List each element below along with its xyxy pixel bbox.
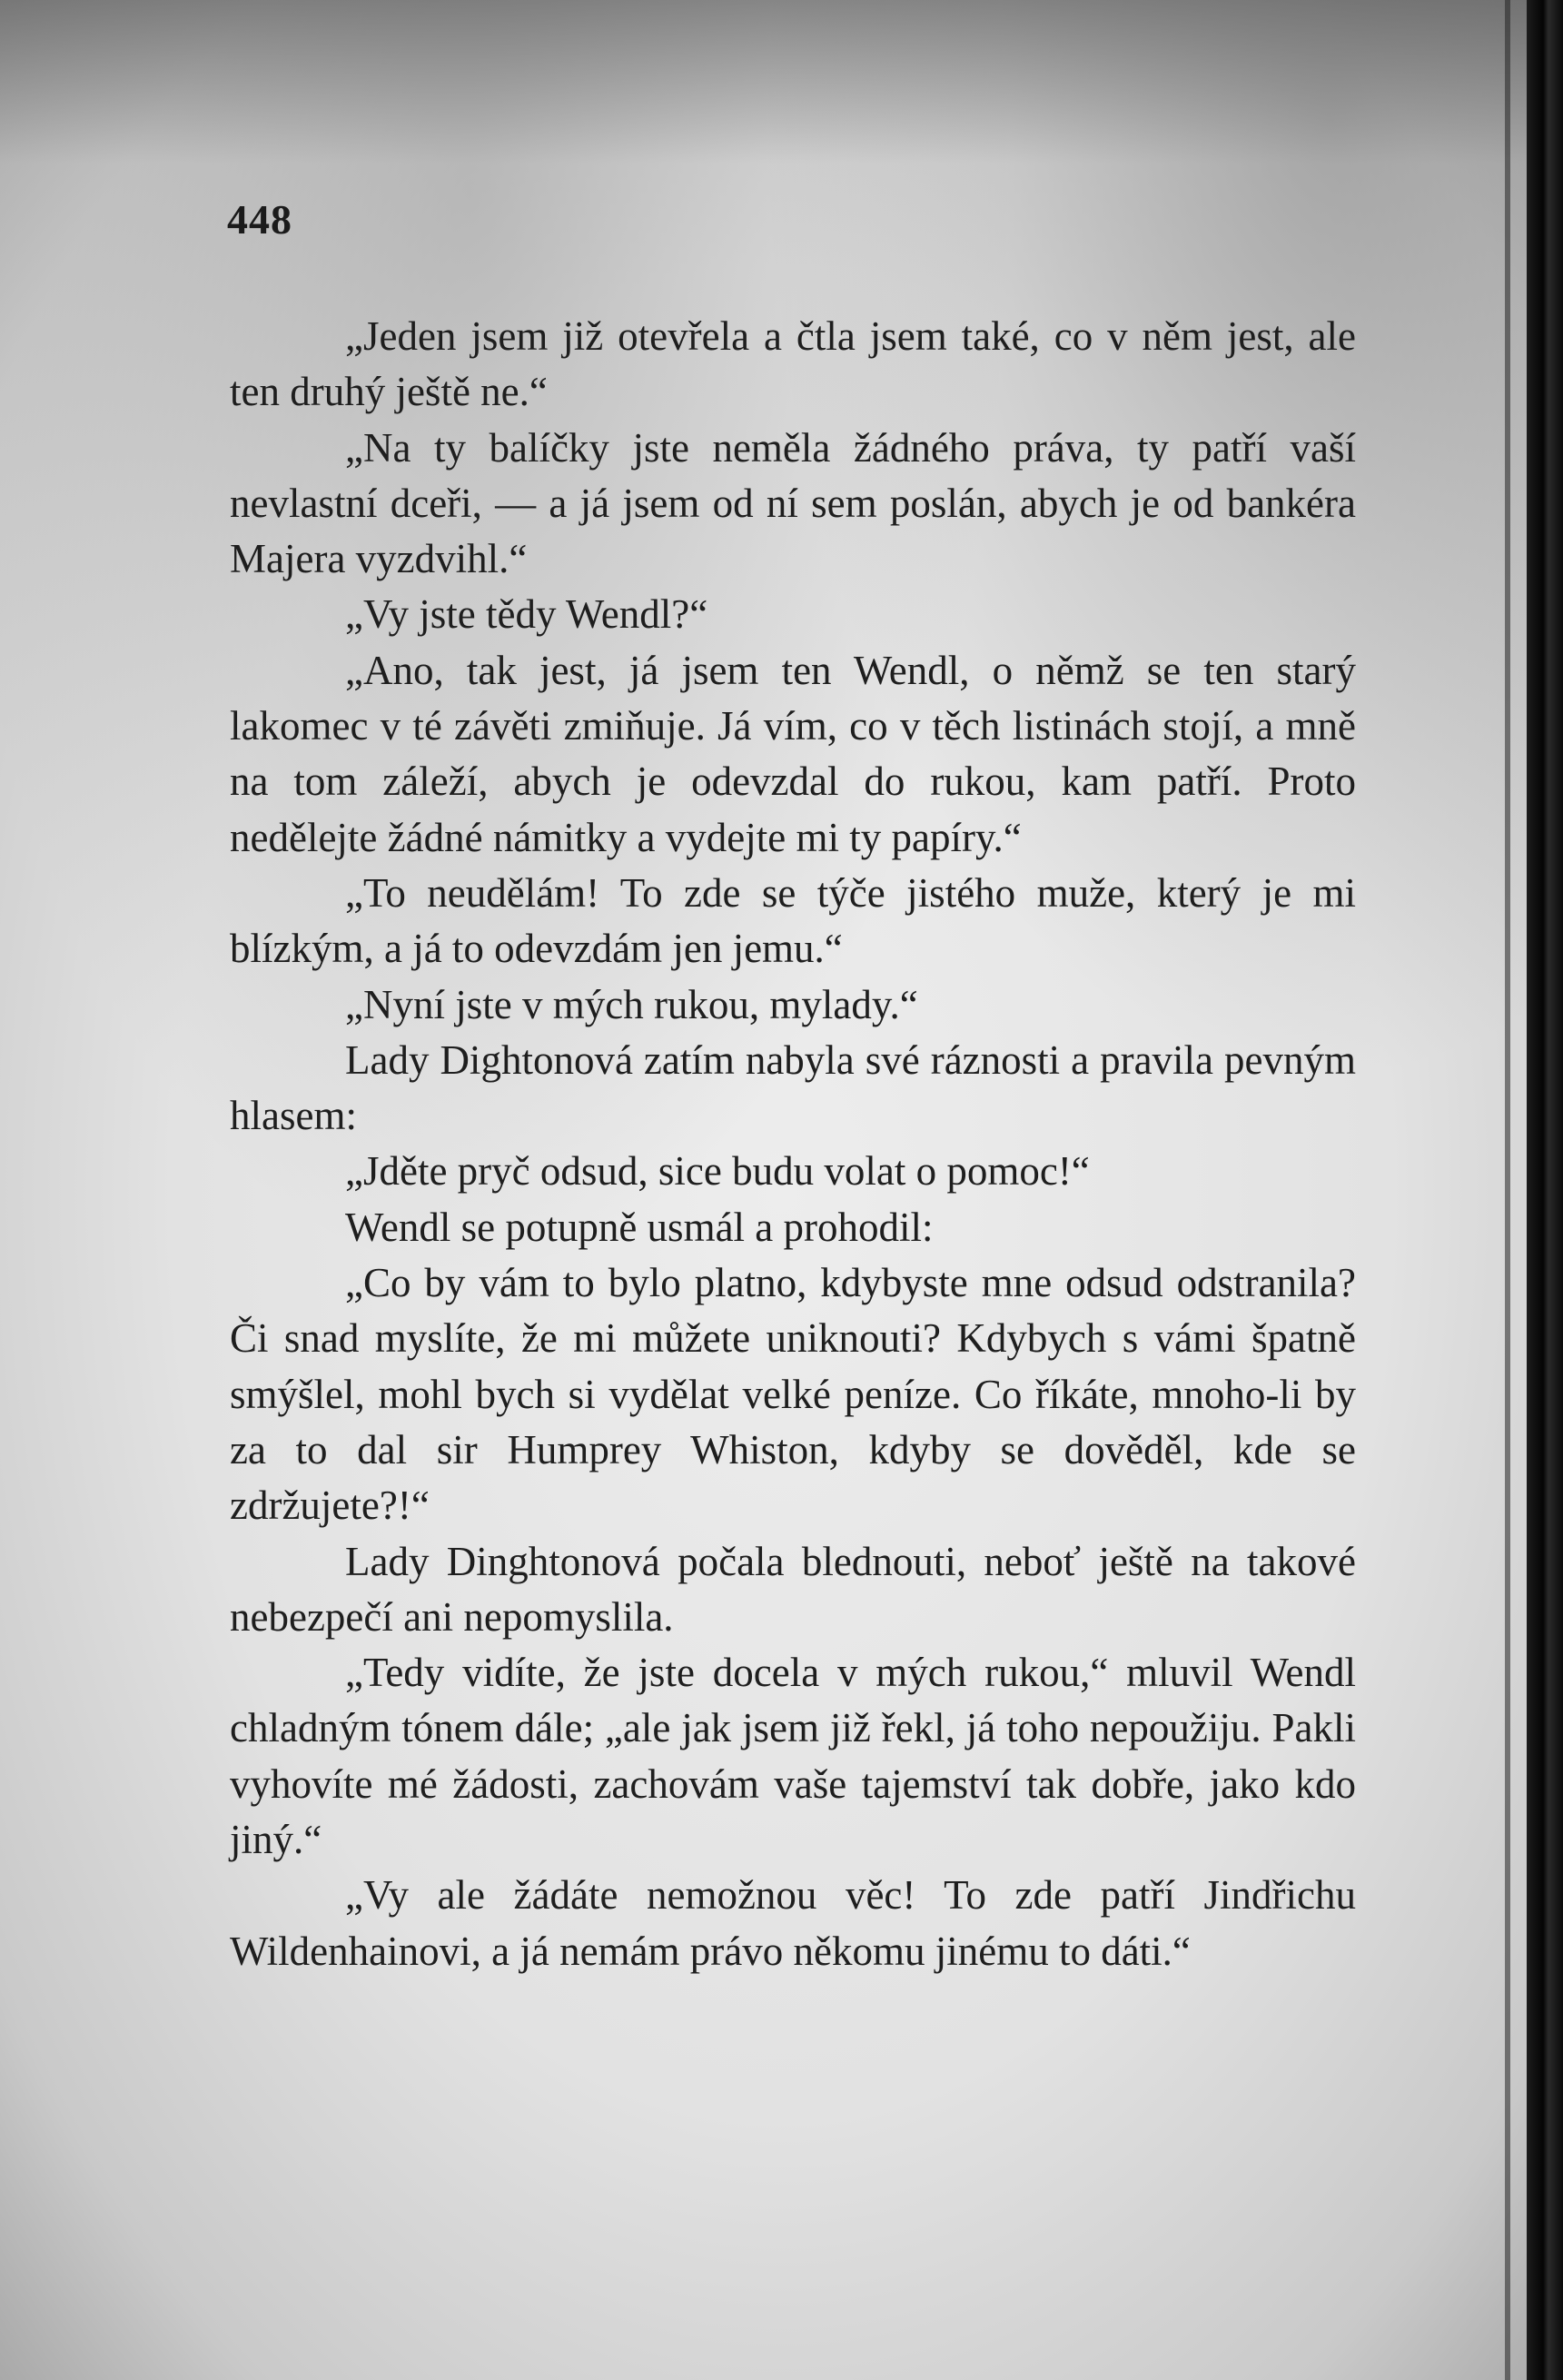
paragraph: „Co by vám to bylo platno, kdybyste mne odsud odstranila? Či snad myslíte, že mi můžete uniknouti? Kdybych s vámi špatně smýšlel, mohl bych si vydělat velké peníze. Co říkáte, mnoho-li by za to dal sir Humprey Whiston, kdyby se dověděl, kde se zdržujete?!“ (230, 1260, 1356, 1529)
paragraph: „Jděte pryč odsud, sice budu volat o pomoc!“ (345, 1148, 1090, 1195)
body-text (230, 309, 1356, 1979)
page-number: 448 (227, 196, 292, 243)
scan-shadow (0, 0, 1563, 164)
page-fold-line (1505, 0, 1510, 2380)
paragraph: „Tedy vidíte, že jste docela v mých rukou,“ mluvil Wendl chladným tónem dále; „ale jak jsem již řekl, já toho nepoužiju. Pakli vyhovíte mé žádosti, zachovám vaše tajemství tak dobře, jako kdo jiný.“ (230, 1650, 1356, 1863)
paragraph: „Jeden jsem již otevřela a čtla jsem také, co v něm jest, ale ten druhý ještě ne.“ (230, 313, 1356, 415)
paragraph: „Vy jste tědy Wendl?“ (345, 591, 708, 638)
paragraph: Lady Dightonová zatím nabyla své ráznosti a pravila pevným hlasem: (230, 1036, 1356, 1139)
paragraph: Wendl se potupně usmál a prohodil: (345, 1204, 934, 1250)
paragraph: „Na ty balíčky jste neměla žádného práva, ty patří vaší nevlastní dceři, — a já jsem od ní sem poslán, abych je od bankéra Majera vyzdvihl.“ (230, 424, 1356, 582)
paragraph: „Nyní jste v mých rukou, mylady.“ (345, 981, 918, 1027)
paragraph: „To neudělám! To zde se týče jistého muže, který je mi blízkým, a já to odevzdám jen jemu.“ (230, 869, 1356, 972)
paragraph: „Ano, tak jest, já jsem ten Wendl, o němž se ten starý lakomec v té závěti zmiňuje. Já vím, co v těch listinách stojí, a mně na tom záleží, abych je odevzdal do rukou, kam patří. Proto nedělejte žádné námitky a vydejte mi ty papíry.“ (230, 647, 1356, 860)
paragraph: „Vy ale žádáte nemožnou věc! To zde patří Jindřichu Wildenhainovi, a já nemám právo někomu jinému to dáti.“ (230, 1872, 1356, 1974)
paragraph: Lady Dinghtonová počala blednouti, neboť ještě na takové nebezpečí ani nepomyslila. (230, 1538, 1356, 1640)
scan-dark-edge (1527, 0, 1563, 2380)
